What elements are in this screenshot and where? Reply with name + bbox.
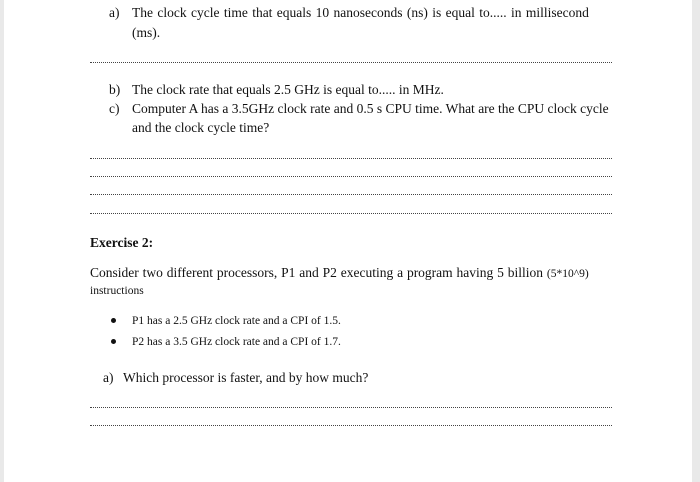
exercise-2-intro-notation: (5*10^9): [546, 268, 589, 280]
answer-line-ex2-1: [90, 407, 612, 408]
answer-line-c-1: [90, 158, 612, 159]
answer-line-a: [90, 62, 612, 63]
question-b-marker: b): [109, 82, 121, 97]
question-c-text-line1: Computer A has a 3.5GHz clock rate and 0.5 s CPU time. What are the CPU clock cycle: [132, 101, 609, 116]
bullet-dot-p2: [111, 339, 116, 344]
exercise-2-question-a-marker: a): [103, 370, 114, 385]
question-c-marker: c): [109, 101, 120, 116]
answer-line-c-4: [90, 213, 612, 214]
exercise-2-intro-main: Consider two different processors, P1 and P2 executing a program having 5 billion: [90, 265, 544, 280]
exercise-2-intro-line2: instructions: [90, 285, 144, 297]
question-b-text: The clock rate that equals 2.5 GHz is equal to..... in MHz.: [132, 82, 444, 97]
exercise-2-heading: Exercise 2:: [90, 235, 154, 250]
bullet-p2-text: P2 has a 3.5 GHz clock rate and a CPI of 1.7.: [132, 336, 341, 348]
answer-line-c-2: [90, 176, 612, 177]
bullet-dot-p1: [111, 318, 116, 323]
answer-line-c-3: [90, 194, 612, 195]
answer-line-ex2-2: [90, 425, 612, 426]
question-a-marker: a): [109, 5, 120, 20]
worksheet-page: [4, 0, 692, 482]
question-a-text-line1: The clock cycle time that equals 10 nanoseconds (ns) is equal to..... in millisecond: [132, 5, 589, 20]
exercise-2-question-a-text: Which processor is faster, and by how much?: [123, 370, 369, 385]
bullet-p1-text: P1 has a 2.5 GHz clock rate and a CPI of 1.5.: [132, 315, 341, 327]
question-c-text-line2: and the clock cycle time?: [132, 120, 270, 135]
question-a-text-line2: (ms).: [132, 25, 161, 40]
exercise-2-intro-line1: [90, 264, 589, 282]
